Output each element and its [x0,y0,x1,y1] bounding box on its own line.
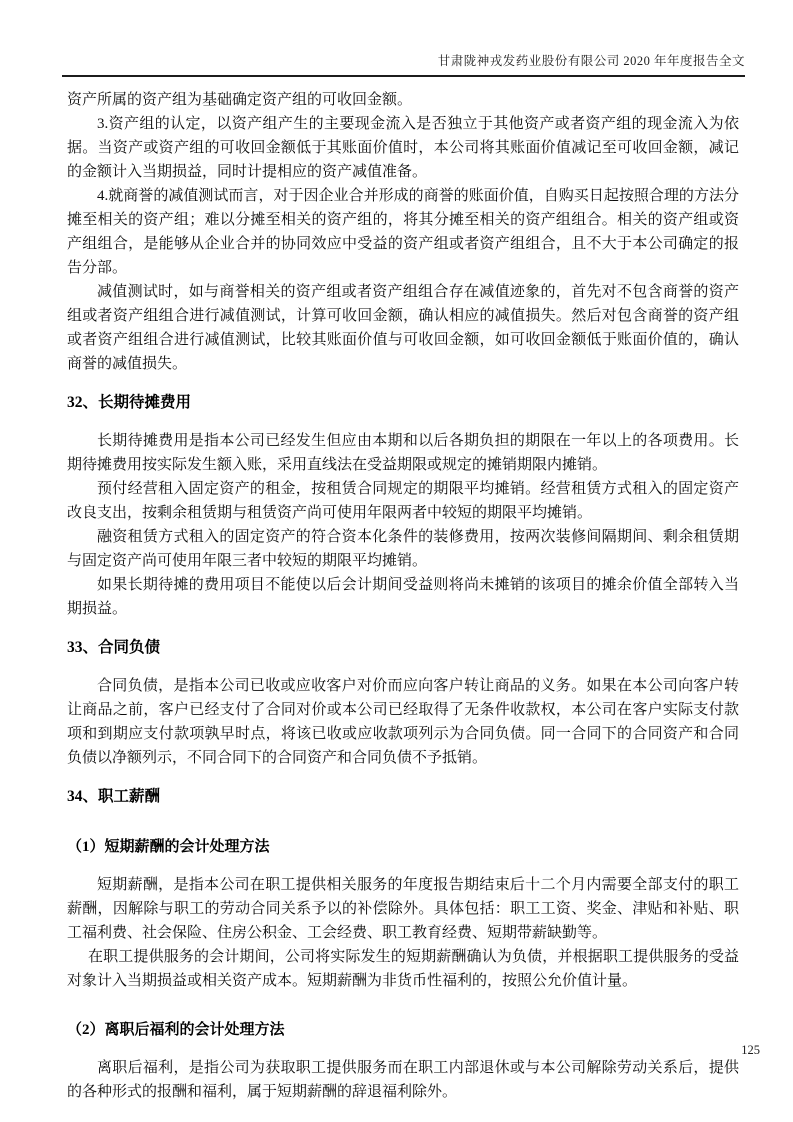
document-body [67,88,739,1104]
body-paragraph: 长期待摊费用是指本公司已经发生但应由本期和以后各期负担的期限在一年以上的各项费用。长期待摊费用按实际发生额入账，采用直线法在受益期限或规定的摊销期限内摊销。 [67,433,739,473]
body-paragraph: 离职后福利，是指公司为获取职工提供服务而在职工内部退休或与本公司解除劳动关系后，提供的各种形式的报酬和福利，属于短期薪酬的辞退福利除外。 [67,1060,739,1100]
page-header-title: 甘肃陇神戎发药业股份有限公司 2020 年年度报告全文 [62,52,745,77]
body-paragraph: 合同负债，是指本公司已收或应收客户对价而应向客户转让商品的义务。如果在本公司向客户转让商品之前，客户已经支付了合同对价或本公司已经取得了无条件收款权，本公司在客户实际支付款项和到期应支付款项孰早时点，将该已收或应收款项列示为合同负债。同一合同下的合同资产和合同负债以净额列示，不同合同下的合同资产和合同负债不予抵销。 [67,678,739,766]
body-paragraph: 4.就商誉的减值测试而言，对于因企业合并形成的商誉的账面价值，自购买日起按照合理的方法分摊至相关的资产组；难以分摊至相关的资产组的，将其分摊至相关的资产组组合。相关的资产组或资产组组合，是能够从企业合并的协同效应中受益的资产组或者资产组组合，且不大于本公司确定的报告分部。 [67,188,739,276]
section-heading: 34、职工薪酬 [67,788,161,805]
body-paragraph: 预付经营租入固定资产的租金，按租赁合同规定的期限平均摊销。经营租赁方式租入的固定资产改良支出，按剩余租赁期与租赁资产尚可使用年限两者中较短的期限平均摊销。 [67,481,739,521]
body-paragraph: 3.资产组的认定，以资产组产生的主要现金流入是否独立于其他资产或者资产组的现金流入为依据。当资产或资产组的可收回金额低于其账面价值时，本公司将其账面价值减记至可收回金额，减记的金额计入当期损益，同时计提相应的资产减值准备。 [67,116,739,180]
subsection-heading: （2）离职后福利的会计处理方法 [67,1022,285,1038]
section-heading: 32、长期待摊费用 [67,394,192,411]
body-paragraph: 资产所属的资产组为基础确定资产组的可收回金额。 [67,92,413,108]
body-paragraph: 减值测试时，如与商誉相关的资产组或者资产组组合存在减值迹象的，首先对不包含商誉的资产组或者资产组组合进行减值测试，计算可收回金额，确认相应的减值损失。然后对包含商誉的资产组或者资产组组合进行减值测试，比较其账面价值与可收回金额，如可收回金额低于账面价值的，确认商誉的减值损失。 [67,284,739,372]
page-number: 125 [741,1043,760,1057]
subsection-heading: （1）短期薪酬的会计处理方法 [67,839,270,855]
section-heading: 33、合同负债 [67,639,161,656]
body-paragraph: 如果长期待摊的费用项目不能使以后会计期间受益则将尚未摊销的该项目的摊余价值全部转入当期损益。 [67,577,739,617]
body-paragraph: 在职工提供服务的会计期间，公司将实际发生的短期薪酬确认为负债，并根据职工提供服务的受益对象计入当期损益或相关资产成本。短期薪酬为非货币性福利的，按照公允价值计量。 [67,949,739,989]
body-paragraph: 融资租赁方式租入的固定资产的符合资本化条件的装修费用，按两次装修间隔期间、剩余租赁期与固定资产尚可使用年限三者中较短的期限平均摊销。 [67,529,739,569]
body-paragraph: 短期薪酬，是指本公司在职工提供相关服务的年度报告期结束后十二个月内需要全部支付的职工薪酬，因解除与职工的劳动合同关系予以的补偿除外。具体包括：职工工资、奖金、津贴和补贴、职工福利费、社会保险、住房公积金、工会经费、职工教育经费、短期带薪缺勤等。 [67,877,739,941]
